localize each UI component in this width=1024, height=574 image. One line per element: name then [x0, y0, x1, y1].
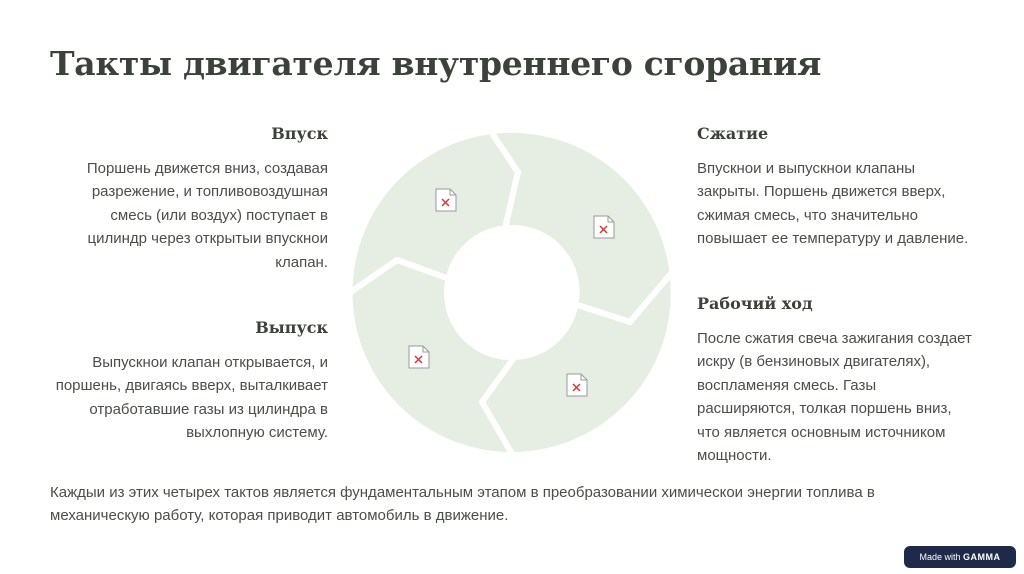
cycle-segment-exhaust: [350, 260, 515, 455]
step-power-text: После сжатия свеча зажигания создает искру (в бензиновых двигателях), воспламеняя смесь. Газы расширяются, толкая поршень вниз, что является основным источником мощности.: [697, 330, 972, 465]
step-intake-text: Поршень движется вниз, создавая разрежение, и топливовоздушная смесь (или воздух) поступает в цилиндр через открытыи впускнои клапан.: [86, 160, 328, 271]
broken-image-icon: [436, 189, 456, 211]
badge-prefix: Made with: [919, 552, 961, 562]
cycle-segment-compression: [491, 130, 673, 322]
step-exhaust-title: Выпуск: [255, 318, 328, 337]
gamma-logo: GAMMA: [963, 552, 1001, 562]
step-compression-text: Впускнои и выпускнои клапаны закрыты. Поршень движется вверх, сжимая смесь, что значительно повышает ее температуру и давление.: [697, 160, 969, 248]
broken-image-icon: [409, 346, 429, 368]
step-power-title: Рабочий ход: [697, 294, 813, 313]
step-exhaust-text: Выпускнои клапан открывается, и поршень, двигаясь вверх, выталкивает отработавшие газы из цилиндра в выхлопную систему.: [55, 354, 328, 442]
cycle-segment-intake: [350, 131, 518, 293]
broken-image-icon: [594, 216, 614, 238]
broken-image-icon: [567, 374, 587, 396]
step-compression-title: Сжатие: [697, 124, 769, 143]
step-intake-title: Впуск: [271, 124, 328, 143]
summary-text: Каждыи из этих четырех тактов является фундаментальным этапом в преобразовании химическои энергии топлива в механическую работу, которая приводит автомобиль в движение.: [50, 484, 875, 525]
made-with-gamma-badge[interactable]: [904, 546, 1016, 568]
page-title: Такты двигателя внутреннего сгорания: [50, 44, 822, 83]
